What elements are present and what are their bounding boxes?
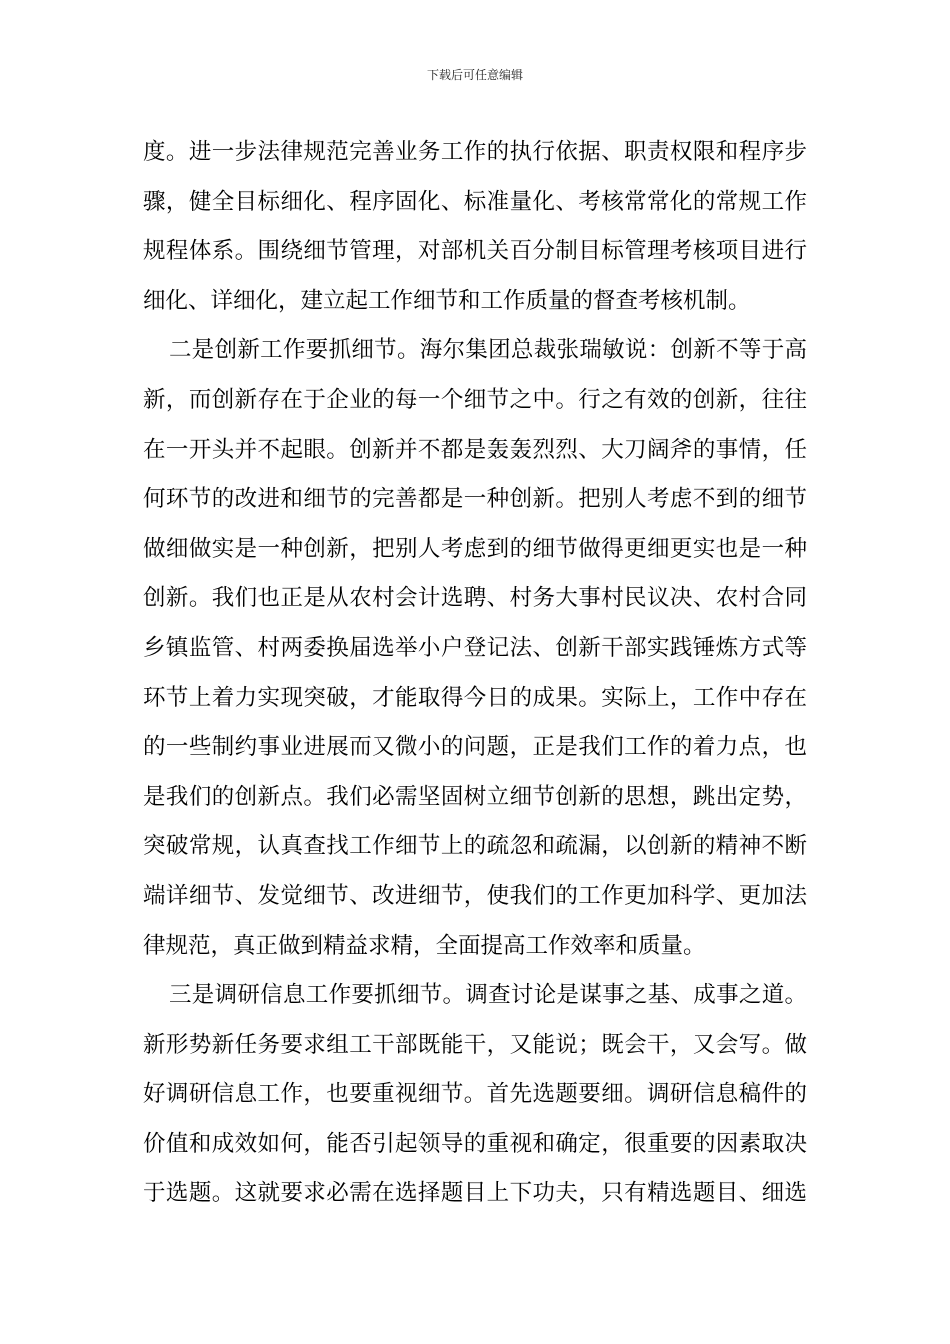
text-line: 何环节的改进和细节的完善都是一种创新。把别人考虑不到的细节 [143,486,807,513]
text-line: 环节上着力实现突破，才能取得今日的成果。实际上，工作中存在 [143,684,807,711]
text-line: 乡镇监管、村两委换届选举小户登记法、创新干部实践锤炼方式等 [143,634,807,661]
document-body [143,128,807,1219]
text-line: 规程体系。围绕细节管理，对部机关百分制目标管理考核项目进行 [143,238,807,265]
text-line: 骤，健全目标细化、程序固化、标准量化、考核常常化的常规工作 [143,188,807,215]
text-line: 做细做实是一种创新，把别人考虑到的细节做得更细更实也是一种 [143,535,807,562]
text-line: 是我们的创新点。我们必需坚固树立细节创新的思想，跳出定势， [143,783,807,810]
text-line: 在一开头并不起眼。创新并不都是轰轰烈烈、大刀阔斧的事情，任 [143,436,807,463]
text-line: 二是创新工作要抓细节。海尔集团总裁张瑞敏说：创新不等于高 [169,337,807,364]
text-line: 价值和成效如何，能否引起领导的重视和确定，很重要的因素取决 [143,1130,807,1157]
text-line: 的一些制约事业进展而又微小的问题，正是我们工作的着力点，也 [143,734,807,761]
text-line: 新，而创新存在于企业的每一个细节之中。行之有效的创新，往往 [143,386,807,413]
text-line: 于选题。这就要求必需在选择题目上下功夫，只有精选题目、细选 [143,1180,807,1207]
text-line: 端详细节、发觉细节、改进细节，使我们的工作更加科学、更加法 [143,882,807,909]
text-line: 细化、详细化，建立起工作细节和工作质量的督查考核机制。 [143,287,751,314]
text-line: 度。进一步法律规范完善业务工作的执行依据、职责权限和程序步 [143,139,807,165]
text-line: 突破常规，认真查找工作细节上的疏忽和疏漏，以创新的精神不断 [143,833,807,860]
text-line: 创新。我们也正是从农村会计选聘、村务大事村民议决、农村合同 [143,585,807,612]
page-header: 下载后可任意编辑 [426,68,523,82]
text-line: 新形势新任务要求组工干部既能干，又能说；既会干，又会写。做 [143,1031,807,1058]
text-line: 好调研信息工作，也要重视细节。首先选题要细。调研信息稿件的 [143,1081,807,1108]
text-line: 律规范，真正做到精益求精，全面提高工作效率和质量。 [143,932,706,959]
text-line: 三是调研信息工作要抓细节。调查讨论是谋事之基、成事之道。 [169,982,807,1009]
